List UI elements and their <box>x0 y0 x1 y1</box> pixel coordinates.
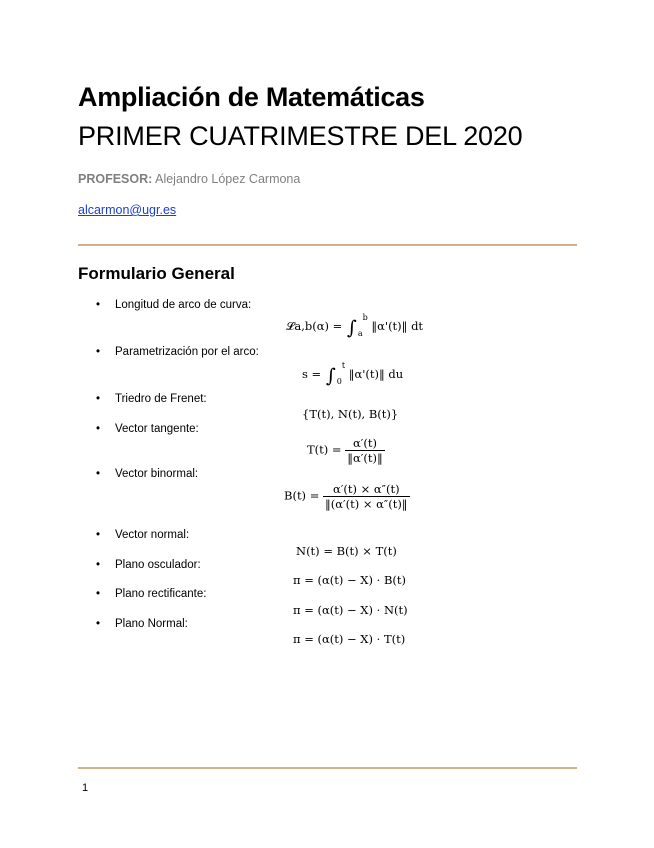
formula-integrand: ‖α'(t)‖ du <box>348 367 404 381</box>
fraction-denominator: ‖(α′(t) × α″(t)‖ <box>325 497 408 511</box>
list-item: • Plano osculador: <box>96 559 201 571</box>
email-link[interactable]: alcarmon@ugr.es <box>78 203 177 217</box>
document-title: Ampliación de Matemáticas <box>78 82 425 112</box>
list-item-label: Vector tangente: <box>115 423 199 435</box>
list-item: • Plano Normal: <box>96 618 188 630</box>
integral-lower: 0 <box>336 377 342 386</box>
list-item: • Triedro de Frenet: <box>96 393 207 405</box>
integral-sign-icon: ∫ <box>325 365 336 387</box>
formula-tangent <box>307 436 385 465</box>
list-item: • Vector tangente: <box>96 423 199 435</box>
fraction-numerator: α′(t) × α″(t) <box>323 482 410 497</box>
list-item: • Vector binormal: <box>96 468 199 480</box>
formula-lhs: T(t) = <box>307 442 342 457</box>
list-item-label: Vector binormal: <box>115 468 199 480</box>
formula-arc-length <box>286 313 424 339</box>
professor-label: PROFESOR: <box>78 172 153 186</box>
section-title: Formulario General <box>78 264 235 283</box>
professor-line <box>78 172 300 186</box>
integral-sign-icon: ∫ <box>346 317 357 339</box>
formula-integrand: ‖α'(t)‖ dt <box>371 319 424 333</box>
formula-normal: N(t) = B(t) × T(t) <box>296 544 397 558</box>
list-item: • Parametrización por el arco: <box>96 346 259 358</box>
list-item: • Longitud de arco de curva: <box>96 299 252 311</box>
formula-lhs: 𝓛a,b(α) = <box>286 319 343 333</box>
formula-rectifying-plane: π = (α(t) − X) · N(t) <box>293 603 408 617</box>
formula-lhs: s = <box>302 367 322 381</box>
formula-lhs: B(t) = <box>284 488 320 503</box>
fraction-denominator: ‖α′(t)‖ <box>347 451 383 465</box>
formula-osculating-plane: π = (α(t) − X) · B(t) <box>293 573 406 587</box>
integral-lower: a <box>357 329 363 338</box>
list-item: • Vector normal: <box>96 529 190 541</box>
top-divider <box>78 244 577 246</box>
list-item-label: Vector normal: <box>115 529 190 541</box>
list-item: • Plano rectificante: <box>96 588 207 600</box>
integral-upper: b <box>362 313 368 322</box>
fraction <box>345 436 384 465</box>
list-item-label: Plano osculador: <box>115 559 201 571</box>
list-item-label: Plano rectificante: <box>115 588 207 600</box>
fraction <box>323 482 410 511</box>
formula-arc-param <box>302 361 404 387</box>
professor-name: Alejandro López Carmona <box>155 172 301 186</box>
formula-binormal <box>284 482 410 511</box>
integral-upper: t <box>341 361 346 370</box>
formula-frenet: {T(t), N(t), B(t)} <box>302 407 399 421</box>
formula-normal-plane: π = (α(t) − X) · T(t) <box>293 632 406 646</box>
list-item-label: Longitud de arco de curva: <box>115 299 252 311</box>
footer-divider <box>78 767 577 769</box>
list-item-label: Parametrización por el arco: <box>115 346 259 358</box>
list-item-label: Plano Normal: <box>115 618 188 630</box>
list-item-label: Triedro de Frenet: <box>115 393 207 405</box>
page-number: 1 <box>82 782 89 794</box>
document-subtitle: PRIMER CUATRIMESTRE DEL 2020 <box>78 121 523 151</box>
fraction-numerator: α′(t) <box>345 436 384 451</box>
